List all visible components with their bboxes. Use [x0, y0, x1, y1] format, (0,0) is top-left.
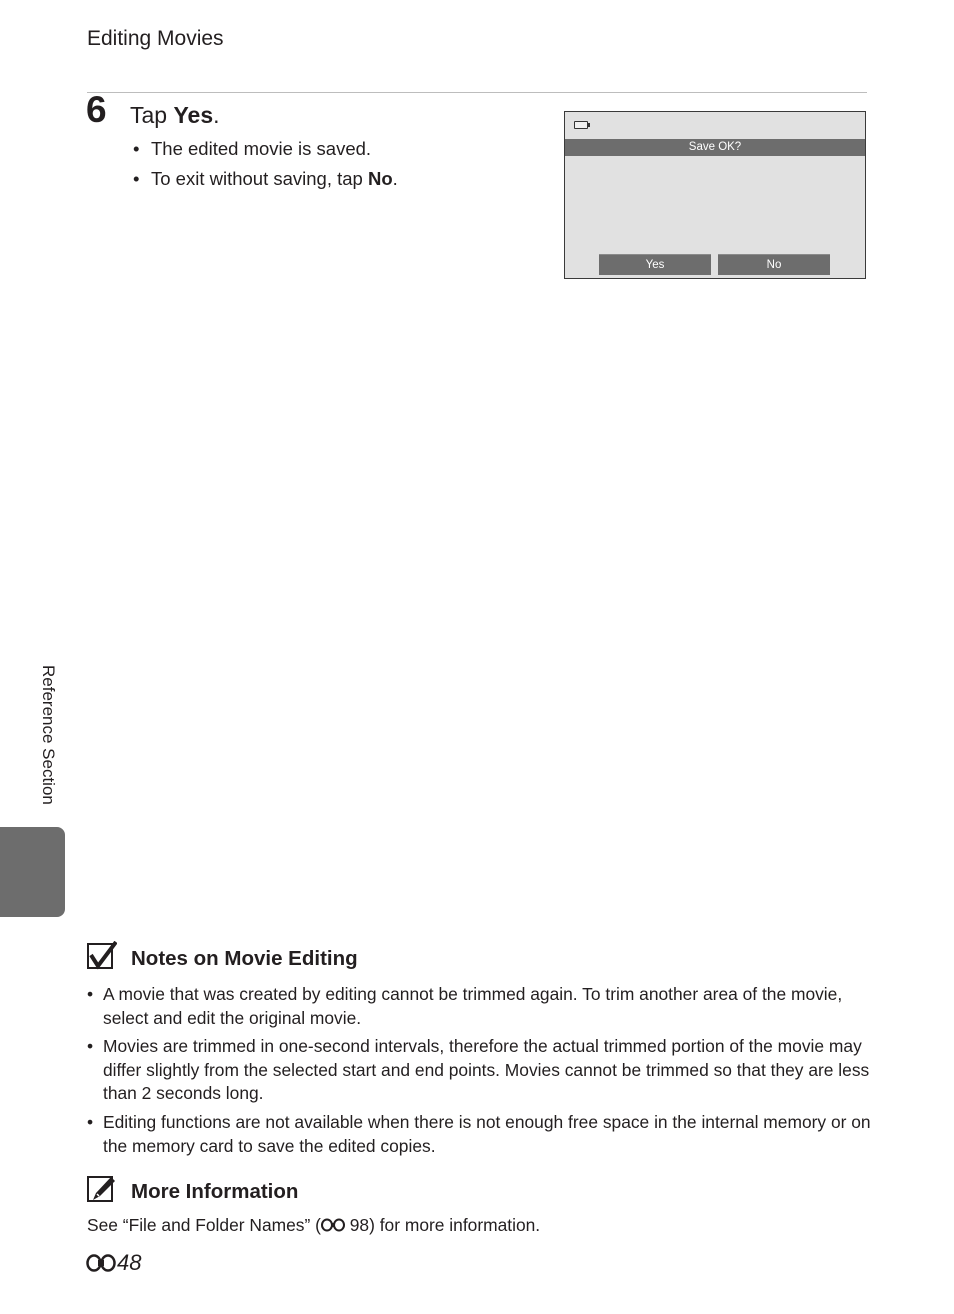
page-header-title: Editing Movies — [87, 27, 224, 50]
notes-heading: Notes on Movie Editing — [131, 947, 358, 970]
step-bullet: • The edited movie is saved. — [131, 137, 531, 167]
step-title-prefix: Tap — [130, 102, 174, 128]
no-button[interactable]: No — [718, 254, 830, 275]
page-number: 48 — [86, 1250, 141, 1276]
reference-section-icon — [321, 1218, 345, 1232]
more-info-ref-page: 98 — [349, 1215, 370, 1235]
battery-icon — [574, 121, 588, 129]
step-title — [130, 102, 220, 129]
notes-item: • Editing functions are not available when there is not enough free space in the internal memory or on the memory card to save the edited copies. — [87, 1111, 877, 1158]
more-info-heading: More Information — [131, 1180, 299, 1203]
pencil-info-icon — [87, 1174, 117, 1204]
step-bullet: • To exit without saving, tap No. — [131, 167, 531, 197]
more-info-text: See “File and Folder Names” ( 98) for more information. — [87, 1215, 541, 1235]
step-bullet-list — [131, 137, 531, 197]
step-title-suffix: . — [213, 102, 220, 128]
save-prompt: Save OK? — [565, 139, 865, 156]
header-divider — [87, 92, 867, 93]
notes-list — [87, 983, 877, 1163]
section-tab — [0, 827, 65, 917]
side-section-label: Reference Section — [39, 665, 58, 805]
checkmark-note-icon — [87, 941, 117, 971]
yes-button[interactable]: Yes — [599, 254, 711, 275]
camera-screen — [564, 111, 866, 279]
notes-item: • A movie that was created by editing cannot be trimmed again. To trim another area of the movie, select and edit the original movie. — [87, 983, 877, 1030]
step-title-bold: Yes — [173, 102, 214, 128]
notes-item: • Movies are trimmed in one-second intervals, therefore the actual trimmed portion of the movie may differ slightly from the selected start and end points. Movies cannot be trimmed so that they are less than 2 seconds long. — [87, 1035, 877, 1106]
reference-section-icon — [86, 1254, 116, 1272]
step-number: 6 — [86, 89, 107, 130]
